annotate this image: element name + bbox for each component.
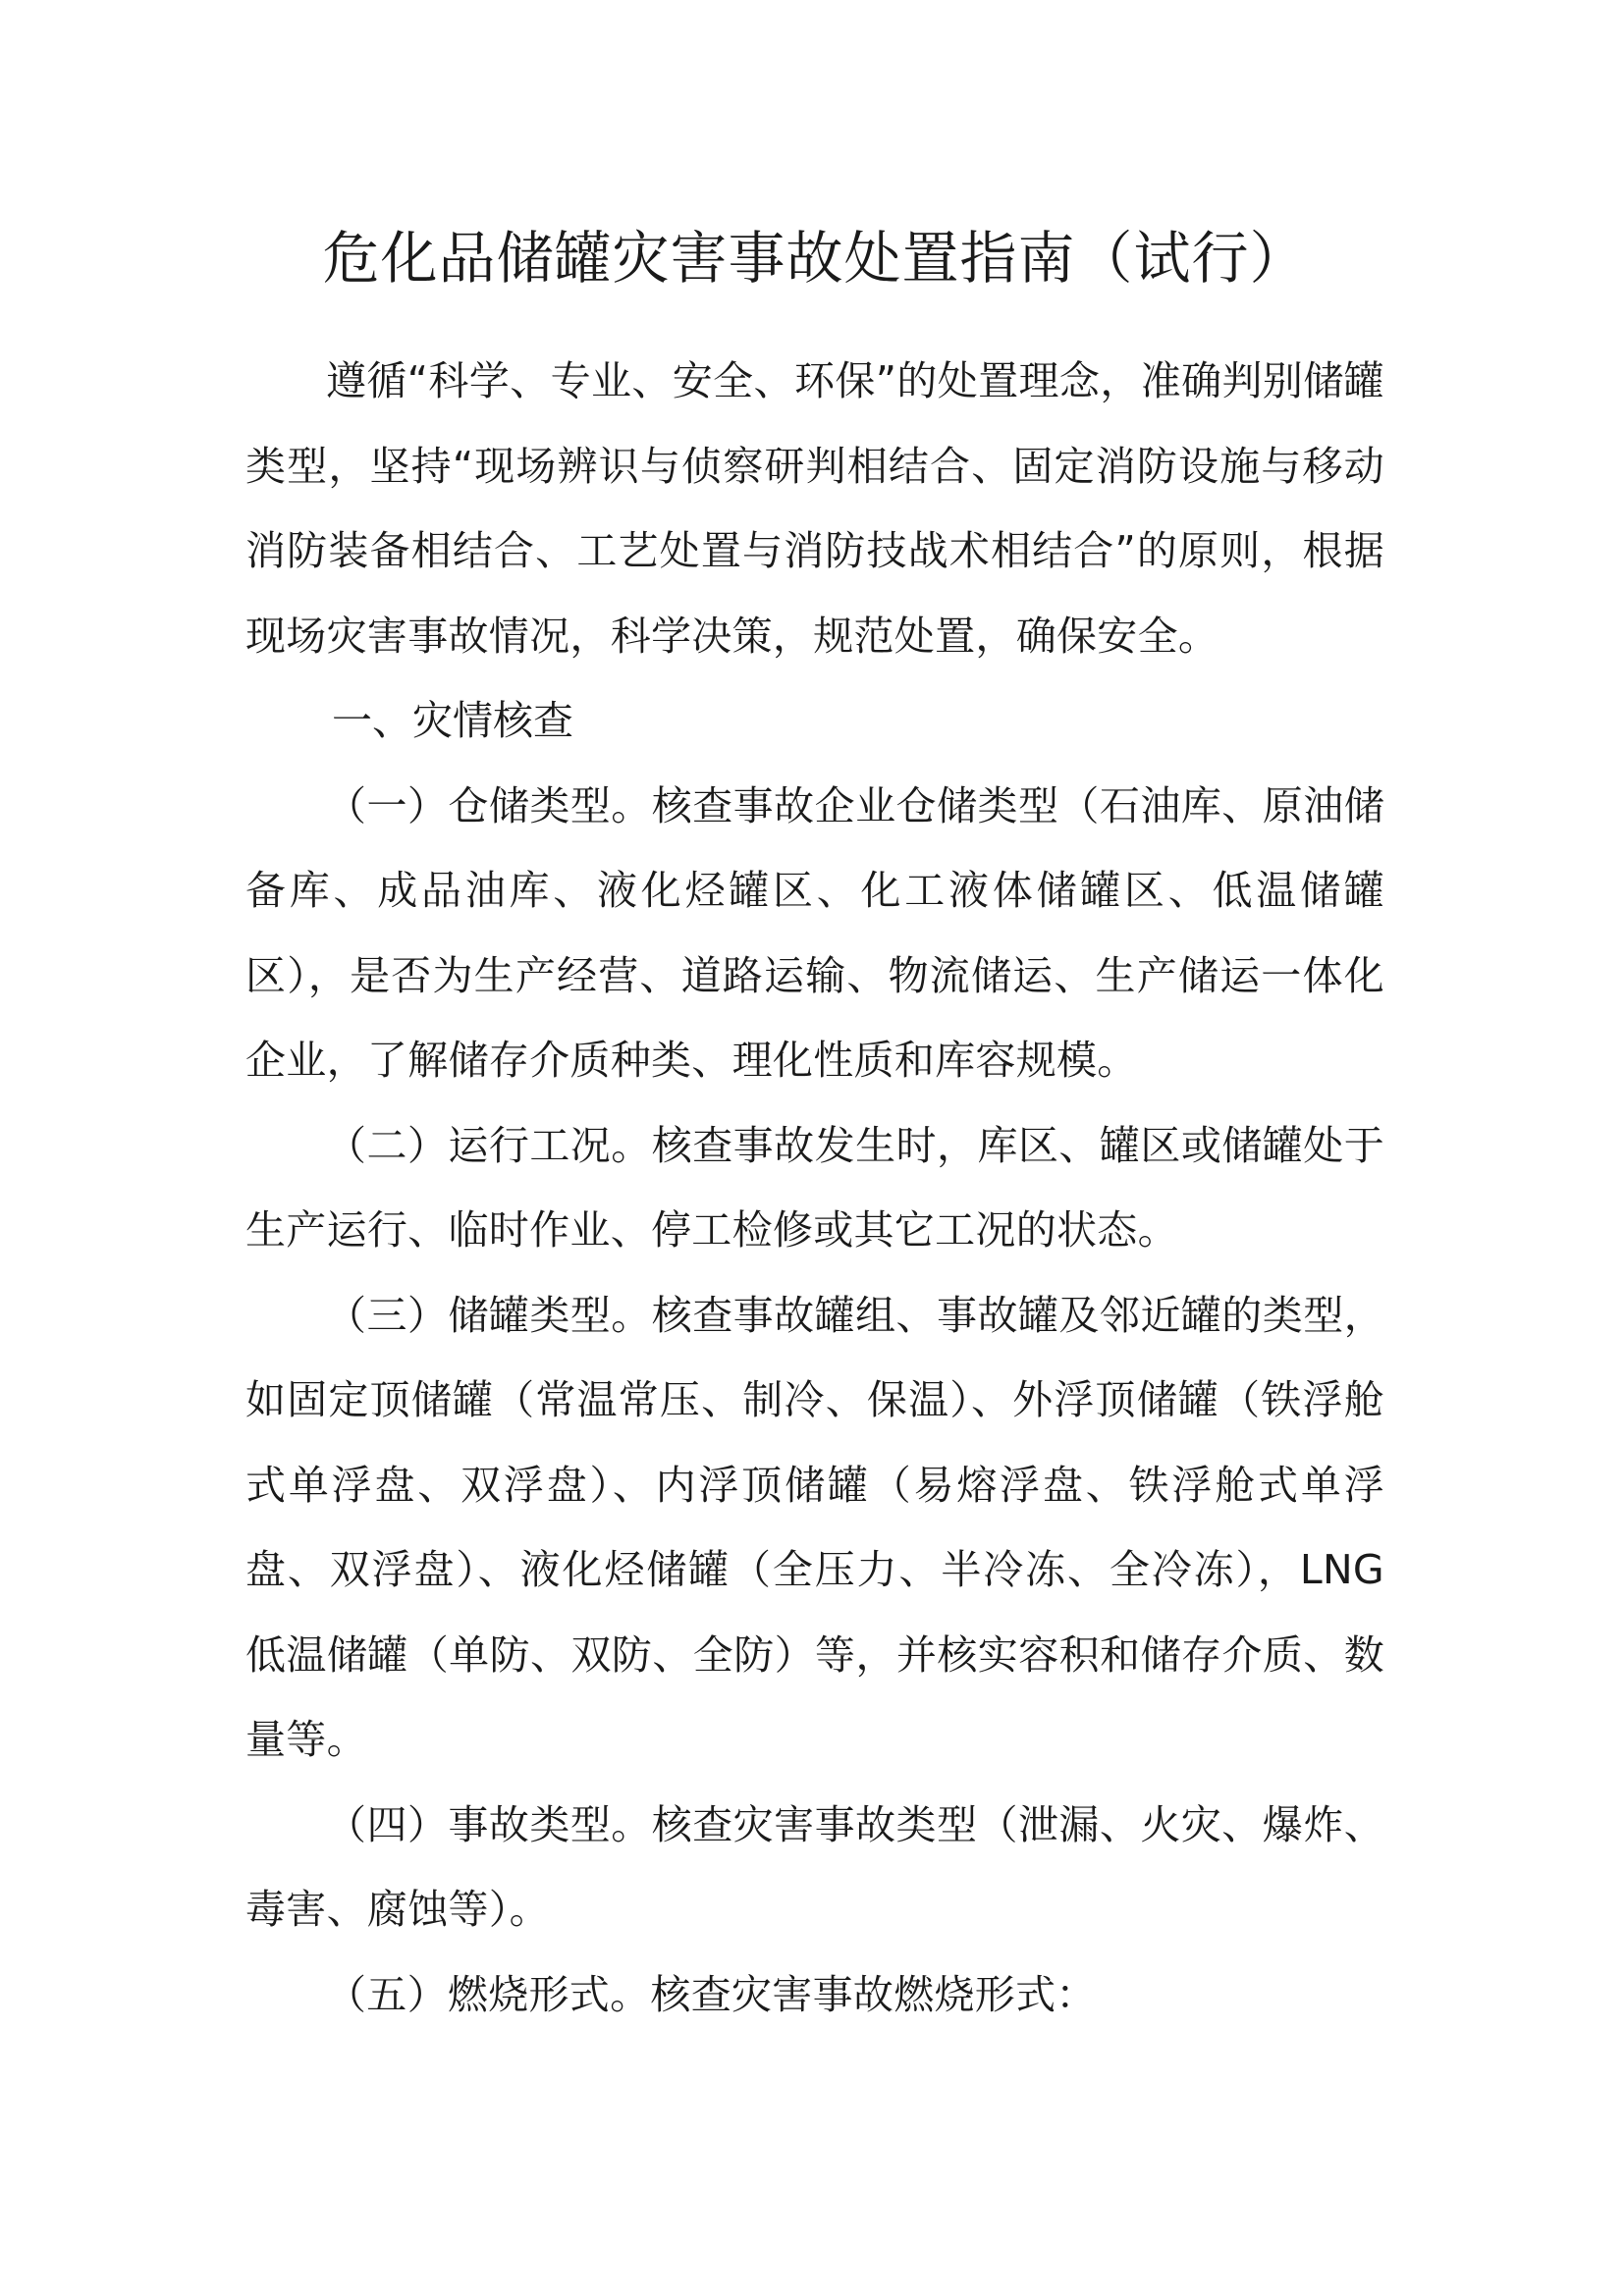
document-body [245,339,1384,2037]
paragraph-combustion-form: （五）燃烧形式。核查灾害事故燃烧形式： [326,1970,1097,2018]
paragraph-accident-type: （四）事故类型。核查灾害事故类型（泄漏、火灾、爆炸、毒害、腐蚀等）。 [245,1800,1384,1933]
intro-paragraph: 遵循“科学、专业、安全、环保”的处置理念，准确判别储罐类型，坚持“现场辨识与侦察研判相结合、固定消防设施与移动消防装备相结合、工艺处置与消防技战术相结合”的原则，根据现场灾害事故情况，科学决策，规范处置，确保安全。 [245,357,1384,660]
section-heading-inspection: 一、灾情核查 [332,697,573,744]
paragraph-storage-type: （一）仓储类型。核查事故企业仓储类型（石油库、原油储备库、成品油库、液化烃罐区、化工液体储罐区、低温储罐区），是否为生产经营、道路运输、物流储运、生产储运一体化企业，了解储存介质种类、理化性质和库容规模。 [245,781,1384,1084]
paragraph-tank-type: （三）储罐类型。核查事故罐组、事故罐及邻近罐的类型，如固定顶储罐（常温常压、制冷、保温）、外浮顶储罐（铁浮舱式单浮盘、双浮盘）、内浮顶储罐（易熔浮盘、铁浮舱式单浮盘、双浮盘）、液化烃储罐（全压力、半冷冻、全冷冻），LNG低温储罐（单防、双防、全防）等，并核实容积和储存介质、数量等。 [245,1291,1384,1763]
document-title: 危化品储罐灾害事故处置指南（试行） [322,225,1308,292]
paragraph-operating-condition: （二）运行工况。核查事故发生时，库区、罐区或储罐处于生产运行、临时作业、停工检修或其它工况的状态。 [245,1121,1384,1254]
